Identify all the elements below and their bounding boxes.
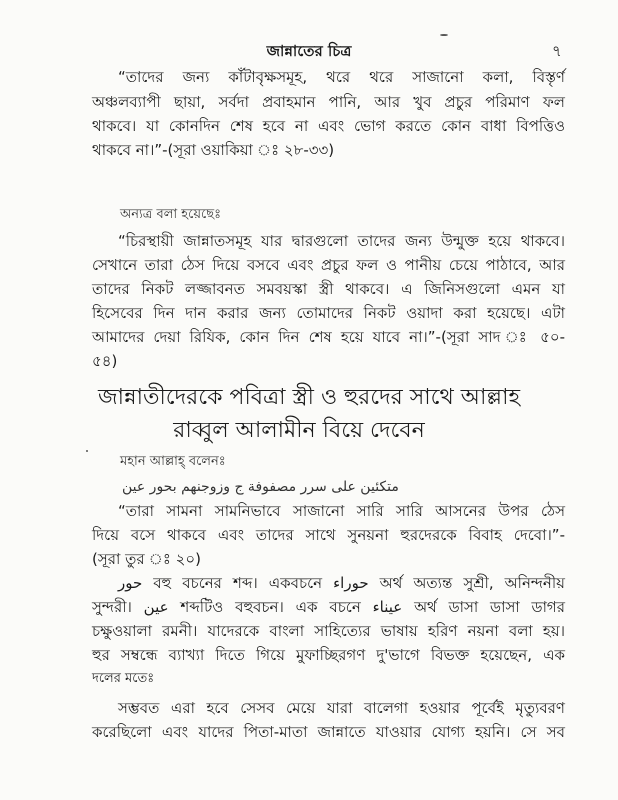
chapter-title: জান্নাতের চিত্র xyxy=(266,42,352,60)
page-number: ৭ xyxy=(552,42,562,60)
text-line: (সূরা তুর ঃ ২০) xyxy=(92,550,201,568)
text-line: সম্ভবত এরা হবে সেসব মেয়ে যারা বালেগা হওয়ার পূর্বেই মৃত্যুবরণ xyxy=(118,699,565,717)
intro-line: অন্যত্র বলা হয়েছেঃ xyxy=(120,207,222,222)
text-line: থাকবে। যা কোনদিন শেষ হবে না এবং ভোগ করতে কোন বাধা বিপত্তিও xyxy=(92,117,565,135)
text-line: “তারা সামনা সামনিভাবে সাজানো সারি সারি আসনের উপর ঠেস xyxy=(118,502,565,520)
arabic-verse: متكئين على سرر مصفوفة ج وزوجنهم بحور عين xyxy=(122,479,399,495)
text-line: হিসেবের দিন দান করার জন্য তোমাদের নিকট ওয়াদা করা হয়েছে। এটা xyxy=(92,304,565,322)
heading-line: রাব্বুল আলামীন বিয়ে দেবেন xyxy=(173,418,425,443)
text-line: সুন্দরী। عين শব্দটিও বহুবচন। এক বচনে عيناء অর্থ ডাসা ডাসা ডাগর xyxy=(92,598,565,616)
text-line: দিয়ে বসে থাকবে এবং তাদের সাথে সুনয়না হুরদেরকে বিবাহ দেবো।”- xyxy=(92,526,565,544)
scan-speck xyxy=(86,450,88,452)
text-line: ৫৪) xyxy=(92,352,118,370)
text-line: আমাদের দেয়া রিযিক, কোন দিন শেষ হয়ে যাবে না।”-(সূরা সাদ ঃ ৫০- xyxy=(92,328,565,346)
text-line: তাদের নিকট লজ্জাবনত সমবয়স্কা স্ত্রী থাকবে। এ জিনিসগুলো এমন যা xyxy=(92,280,565,298)
text-line: দলের মতেঃ xyxy=(92,671,155,686)
intro-line: মহান আল্লাহ্ বলেনঃ xyxy=(120,454,226,469)
text-line: “তাদের জন্য কাঁটাবৃক্ষসমূহ, থরে থরে সাজানো কলা, বিস্তৃর্ণ xyxy=(118,68,565,86)
text-line: সেখানে তারা ঠেস দিয়ে বসবে এবং প্রচুর ফল ও পানীয় চেয়ে পাঠাবে, আর xyxy=(92,256,565,274)
text-line: করেছিলো এবং যাদের পিতা-মাতা জান্নাতে যাওয়ার যোগ্য হয়নি। সে সব xyxy=(92,723,565,741)
text-line: থাকবে না।”-(সূরা ওয়াকিয়া ঃ ২৮-৩৩) xyxy=(92,141,335,159)
text-line: হুর সম্বন্ধে ব্যাখ্যা দিতে গিয়ে মুফাচ্ছিরগণ দু'ভাগে বিভক্ত হয়েছেন, এক xyxy=(92,646,565,664)
text-line: حور বহু বচনের শব্দ। একবচনে حوراء অর্থ অত্যন্ত সুশ্রী, অনিন্দনীয় xyxy=(118,574,566,592)
text-line: অঞ্চলব্যাপী ছায়া, সর্বদা প্রবাহমান পানি, আর খুব প্রচুর পরিমাণ ফল xyxy=(92,93,565,111)
scan-speck xyxy=(440,34,448,36)
text-line: চক্ষুওয়ালা রমনী। যাদেরকে বাংলা সাহিত্যের ভাষায় হরিণ নয়না বলা হয়। xyxy=(92,622,565,640)
text-line: “চিরস্থায়ী জান্নাতসমূহ যার দ্বারগুলো তাদের জন্য উন্মুক্ত হয়ে থাকবে। xyxy=(118,232,565,250)
heading-line: জান্নাতীদেরকে পবিত্রা স্ত্রী ও হুরদের সাথে আল্লাহ xyxy=(97,385,521,410)
